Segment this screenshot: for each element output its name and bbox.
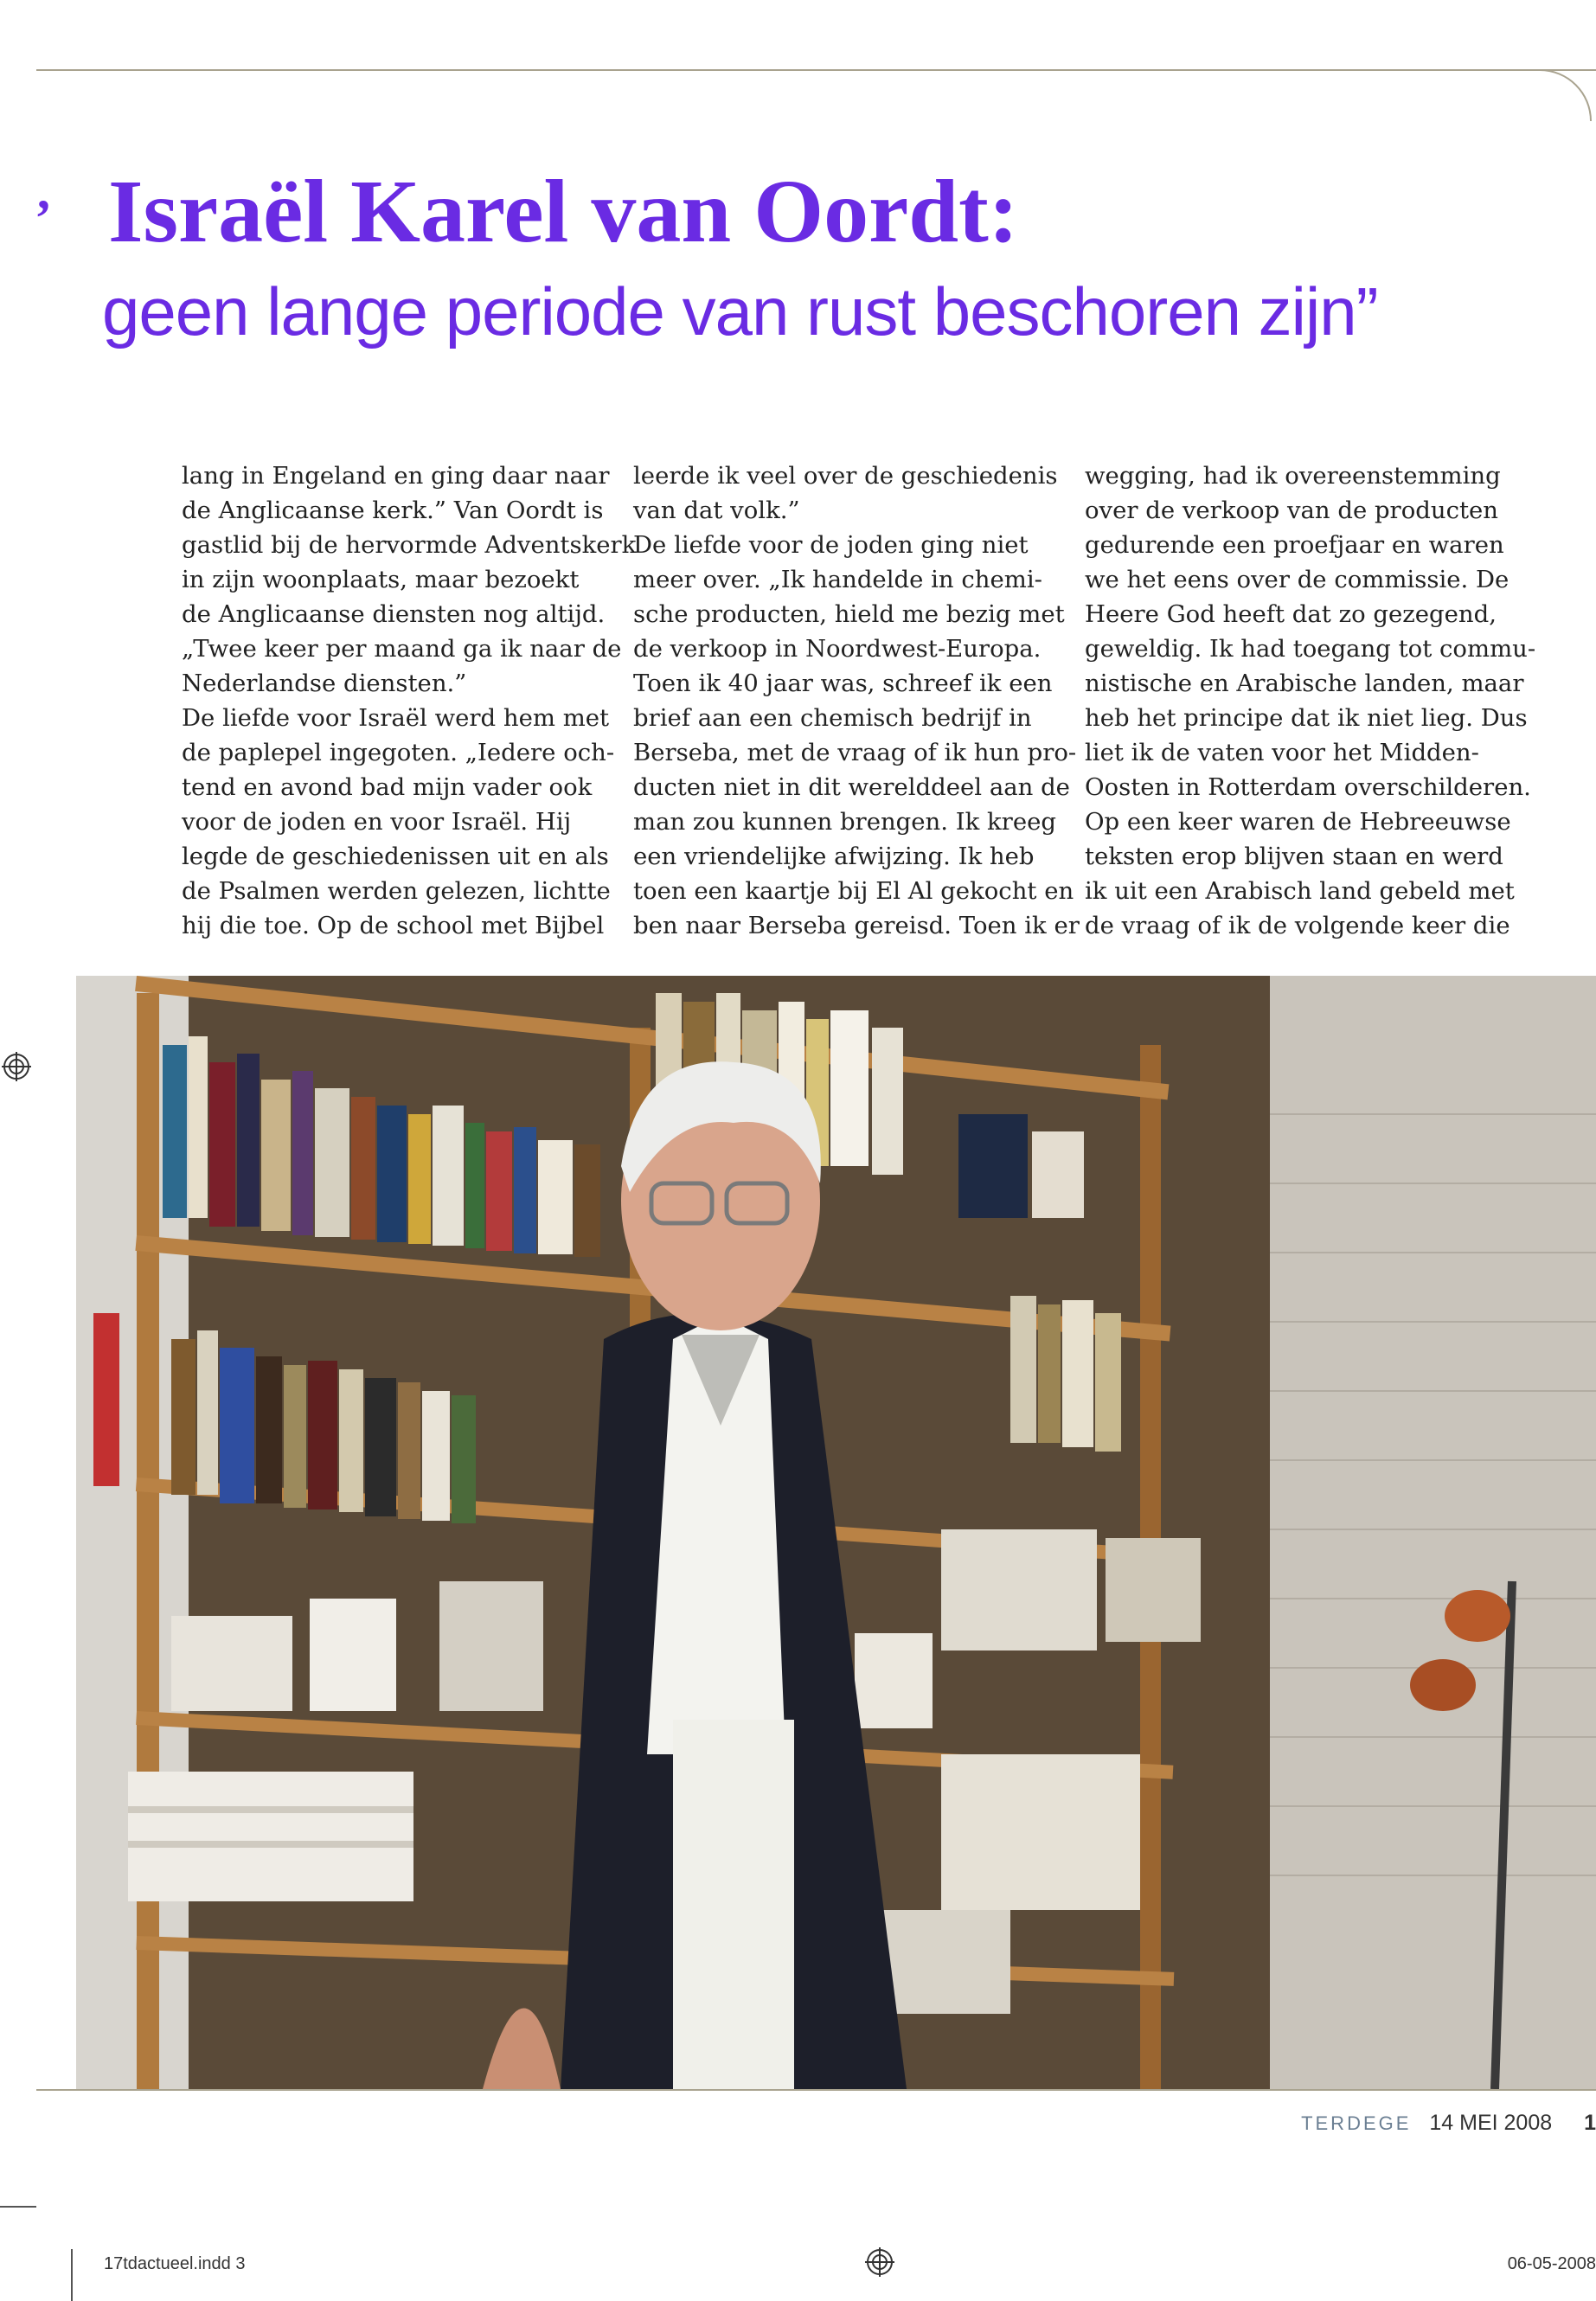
article-line: gedurende een proefjaar en waren	[1085, 531, 1504, 559]
article-line: hij die toe. Op de school met Bijbel	[182, 912, 605, 939]
article-line: leerde ik veel over de geschiedenis	[633, 462, 1058, 490]
article-line: Berseba, met de vraag of ik hun pro-	[633, 739, 1077, 766]
article-line: legde de geschiedenissen uit en als	[182, 843, 609, 870]
page-number: 1	[1584, 2111, 1596, 2135]
article-line: over de verkoop van de producten	[1085, 497, 1499, 524]
article-line: Nederlandse diensten.”	[182, 670, 467, 697]
article-line: liet ik de vaten voor het Midden-	[1085, 739, 1479, 766]
article-line: een vriendelijke afwijzing. Ik heb	[633, 843, 1035, 870]
portrait-photo	[76, 976, 1596, 2089]
page-footer	[1301, 2111, 1596, 2136]
top-rule	[36, 69, 1596, 71]
article-line: in zijn woonplaats, maar bezoekt	[182, 566, 580, 593]
article-line: de Anglicaanse diensten nog altijd.	[182, 600, 606, 628]
article-line: gastlid bij de hervormde Adventskerk	[182, 531, 637, 559]
article-line: ben naar Berseba gereisd. Toen ik er	[633, 912, 1080, 939]
article-line: Oosten in Rotterdam overschilderen.	[1085, 773, 1531, 801]
article-line: de verkoop in Noordwest-Europa.	[633, 635, 1042, 663]
registration-mark-bottom	[865, 2247, 894, 2277]
headline: Israël Karel van Oordt:	[108, 162, 1019, 261]
article-line: heb het principe dat ik niet lieg. Dus	[1085, 704, 1528, 732]
article-column-3	[1085, 458, 1536, 943]
photo-illustration	[76, 976, 1596, 2089]
article-line: man zou kunnen brengen. Ik kreeg	[633, 808, 1056, 836]
crop-mark	[0, 2206, 36, 2208]
crop-mark-vertical	[71, 2249, 73, 2301]
article-line: van dat volk.”	[633, 497, 800, 524]
article-line: meer over. „Ik handelde in chemi-	[633, 566, 1042, 593]
footer-rule	[36, 2089, 1596, 2091]
article-line: de Anglicaanse kerk.” Van Oordt is	[182, 497, 604, 524]
article-line: Toen ik 40 jaar was, schreef ik een	[633, 670, 1053, 697]
article-line: de paplepel ingegoten. „Iedere och-	[182, 739, 615, 766]
top-rule-corner	[1488, 69, 1592, 121]
article-line: ducten niet in dit werelddeel aan de	[633, 773, 1070, 801]
article-line: „Twee keer per maand ga ik naar de	[182, 635, 622, 663]
article-line: nistische en Arabische landen, maar	[1085, 670, 1524, 697]
article-line: voor de joden en voor Israël. Hij	[182, 808, 572, 836]
article-line: De liefde voor Israël werd hem met	[182, 704, 610, 732]
article-line: Op een keer waren de Hebreeuwse	[1085, 808, 1511, 836]
article-line: Heere God heeft dat zo gezegend,	[1085, 600, 1497, 628]
article-line: brief aan een chemisch bedrijf in	[633, 704, 1032, 732]
subheadline: geen lange periode van rust beschoren zijn”	[102, 273, 1378, 349]
article-column-2	[633, 458, 1080, 943]
opening-quote-mark: ’	[35, 189, 52, 247]
issue-date: 14 MEI 2008	[1429, 2111, 1553, 2135]
article-line: De liefde voor de joden ging niet	[633, 531, 1029, 559]
article-line: wegging, had ik overeenstemming	[1085, 462, 1501, 490]
article-column-1	[182, 458, 637, 943]
slug-filename: 17tdactueel.indd 3	[104, 2254, 246, 2273]
article-line: lang in Engeland en ging daar naar	[182, 462, 610, 490]
article-line: we het eens over de commissie. De	[1085, 566, 1509, 593]
article-line: sche producten, hield me bezig met	[633, 600, 1065, 628]
article-line: ik uit een Arabisch land gebeld met	[1085, 877, 1515, 905]
article-line: tend en avond bad mijn vader ook	[182, 773, 593, 801]
article-line: de vraag of ik de volgende keer die	[1085, 912, 1510, 939]
registration-mark-left	[2, 1052, 31, 1081]
magazine-name: TERDEGE	[1301, 2112, 1412, 2134]
slug-print-date: 06-05-2008	[1507, 2254, 1596, 2273]
article-line: teksten erop blijven staan en werd	[1085, 843, 1503, 870]
article-line: de Psalmen werden gelezen, lichtte	[182, 877, 611, 905]
article-line: geweldig. Ik had toegang tot commu-	[1085, 635, 1536, 663]
article-line: toen een kaartje bij El Al gekocht en	[633, 877, 1074, 905]
